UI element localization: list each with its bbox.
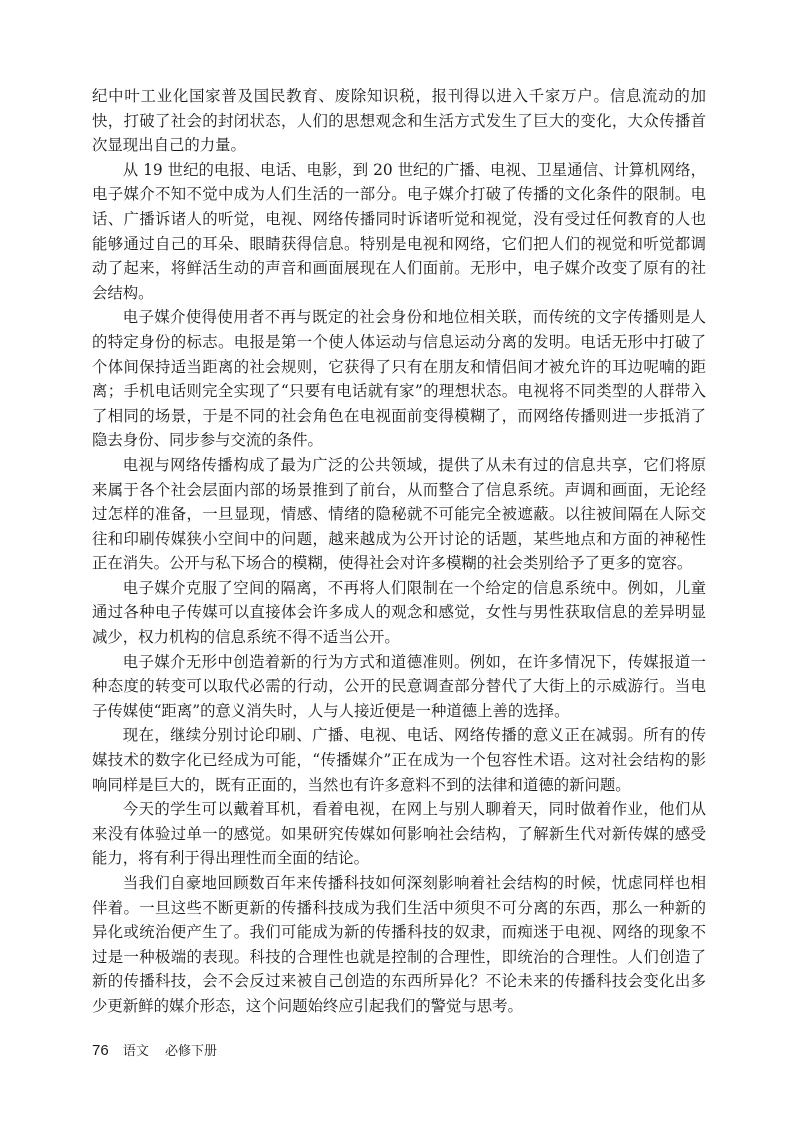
paragraph-9: 当我们自豪地回顾数百年来传播科技如何深刻影响着社会结构的时候，忧虑同样也相伴着。一旦这些不断更新的传播科技成为我们生活中须臾不可分离的东西，那么一种新的异化或统治便产生了。我们可能成为新的传播科技的奴隶，而痴迷于电视、网络的现象不过是一种极端的表现。科技的合理性也就是控制的合理性，即统治的合理性。人们创造了新的传播科技，会不会反过来被自己创造的东西所异化？不论未来的传播科技会变化出多少更新鲜的媒介形态，这个问题始终应引起我们的警觉与思考。 bbox=[92, 874, 706, 1015]
page-body bbox=[92, 84, 706, 1019]
paragraph-8: 今天的学生可以戴着耳机，看着电视，在网上与别人聊着天，同时做着作业，他们从来没有体验过单一的感觉。如果研究传媒如何影响社会结构，了解新生代对新传媒的感受能力，将有利于得出理性而全面的结论。 bbox=[92, 800, 706, 868]
paragraph-1: 纪中叶工业化国家普及国民教育、废除知识税，报刊得以进入千家万户。信息流动的加快，打破了社会的封闭状态，人们的思想观念和生活方式发生了巨大的变化，大众传播首次显现出自己的力量。 bbox=[92, 87, 706, 155]
paragraph-4: 电视与网络传播构成了最为广泛的公共领域，提供了从未有过的信息共享，它们将原来属于各个社会层面内部的场景推到了前台，从而整合了信息系统。声调和画面，无论经过怎样的准备，一旦显现，情感、情绪的隐秘就不可能完全被遮蔽。以往被间隔在人际交往和印刷传媒狭小空间中的问题，越来越成为公开讨论的话题，某些地点和方面的神秘性正在消失。公开与私下场合的模糊，使得社会对许多模糊的社会类别给予了更多的宽容。 bbox=[92, 455, 706, 573]
paragraph-5: 电子媒介克服了空间的隔离，不再将人们限制在一个给定的信息系统中。例如，儿童通过各种电子传媒可以直接体会许多成人的观念和感觉，女性与男性获取信息的差异明显减少，权力机构的信息系统不得不适当公开。 bbox=[92, 578, 706, 647]
paragraph-7: 现在，继续分别讨论印刷、广播、电视、电话、网络传播的意义正在减弱。所有的传媒技术的数字化已经成为可能，“传播媒介”正在成为一个包容性术语。这对社会结构的影响同样是巨大的，既有正面的，当然也有许多意料不到的法律和道德的新问题。 bbox=[92, 726, 706, 794]
page-footer bbox=[92, 1042, 217, 1061]
paragraph-6: 电子媒介无形中创造着新的行为方式和道德准则。例如，在许多情况下，传媒报道一种态度的转变可以取代必需的行动，公开的民意调查部分替代了大街上的示威游行。当电子传媒使“距离”的意义消失时，人与人接近便是一种道德上善的选择。 bbox=[92, 652, 706, 720]
paragraph-2: 从 19 世纪的电报、电话、电影，到 20 世纪的广播、电视、卫星通信、计算机网络，电子媒介不知不觉中成为人们生活的一部分。电子媒介打破了传播的文化条件的限制。电话、广播诉诸人的听觉，电视、网络传播同时诉诸听觉和视觉，没有受过任何教育的人也能够通过自己的耳朵、眼睛获得信息。特别是电视和网络，它们把人们的视觉和听觉都调动了起来，将鲜活生动的声音和画面展现在人们面前。无形中，电子媒介改变了原有的社会结构。 bbox=[92, 160, 706, 302]
book-subject: 语文 bbox=[122, 1044, 149, 1059]
book-volume: 必修下册 bbox=[164, 1044, 217, 1059]
paragraph-3: 电子媒介使得使用者不再与既定的社会身份和地位相关联，而传统的文字传播则是人的特定身份的标志。电报是第一个使人体运动与信息运动分离的发明。电话无形中打破了个体间保持适当距离的社会规则，它获得了只有在朋友和情侣间才被允许的耳边呢喃的距离；手机电话则完全实现了“只要有电话就有家”的理想状态。电视将不同类型的人群带入了相同的场景，于是不同的社会角色在电视面前变得模糊了，而网络传播则进一步抵消了隐去身份、同步参与交流的条件。 bbox=[92, 308, 706, 450]
page-number: 76 bbox=[92, 1042, 109, 1059]
